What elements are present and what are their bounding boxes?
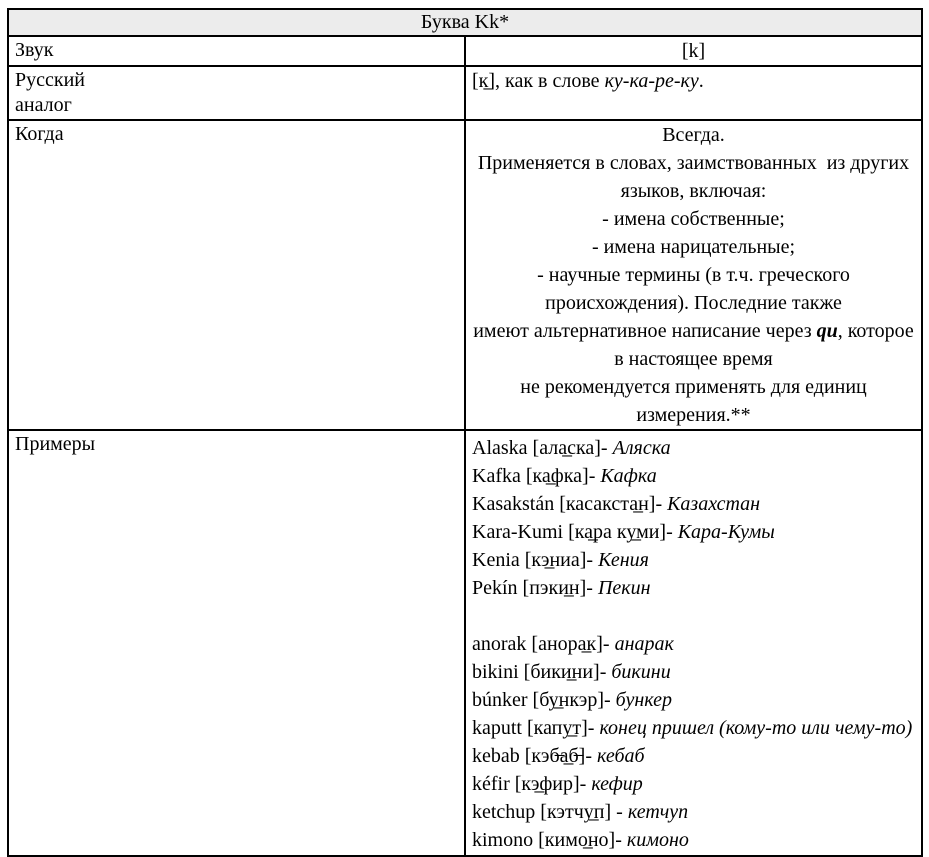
example-translation: анарак — [614, 633, 674, 655]
table-title: Буква Kk* — [8, 9, 922, 36]
table-row-russian-analog — [8, 66, 922, 120]
example-word-transcription: ketchup [кэтчу̲п] - — [472, 801, 628, 823]
example-translation: кимоно — [626, 829, 689, 851]
table-row-when — [8, 120, 922, 430]
examples-list — [465, 430, 922, 856]
analog-label-cell — [8, 66, 465, 120]
sound-label-cell — [8, 36, 465, 66]
example-word-transcription: kaputt [капу̲т]- — [472, 717, 600, 739]
when-line-6-after: , которое в настоящее время — [614, 320, 919, 370]
example-translation: бикини — [611, 661, 671, 683]
example-word-transcription: búnker [бу̲нкэр]- — [472, 689, 616, 711]
when-line-6-before: имеют альтернативное написание через — [473, 320, 817, 342]
example-translation: Кара-Кумы — [677, 521, 775, 543]
example-line — [472, 490, 915, 518]
when-line-2: Применяется в словах, заимствованных из других языков, включая: — [477, 152, 915, 202]
example-line — [472, 658, 915, 686]
example-translation: Пекин — [597, 577, 651, 599]
example-word-transcription: Kenia [кэ̲ниа]- — [472, 549, 599, 571]
example-line — [472, 714, 915, 742]
when-label-cell — [8, 120, 465, 430]
example-translation: кефир — [591, 773, 643, 795]
example-translation: бункер — [615, 689, 672, 711]
example-translation: Казахстан — [667, 493, 761, 515]
example-line — [472, 462, 915, 490]
example-line — [472, 630, 915, 658]
table-row-sound — [8, 36, 922, 66]
example-word-transcription: Kasakstán [касакста̲н]- — [472, 493, 668, 515]
example-translation: Кафка — [600, 465, 657, 487]
example-word-transcription: kimono [кимо̲но]- — [472, 829, 627, 851]
letter-table — [7, 8, 923, 857]
example-translation: кетчуп — [627, 801, 689, 823]
example-translation: Кения — [598, 549, 649, 571]
analog-text-after: . — [698, 70, 704, 92]
when-line-5: - научные термины (в т.ч. греческого происхождения). Последние также — [537, 264, 855, 314]
example-line — [472, 770, 915, 798]
examples-label: Примеры — [15, 433, 96, 455]
when-label: Когда — [15, 123, 64, 145]
example-word-transcription: Kafka [ка̲фка]- — [472, 465, 601, 487]
example-line — [472, 546, 915, 574]
qu-term: qu — [816, 320, 838, 342]
analog-text-before: [к̲], как в слове — [472, 70, 605, 92]
analog-label: Русский аналог — [15, 69, 85, 116]
example-word-transcription: bikini [бики̲ни]- — [472, 661, 612, 683]
table-row-examples — [8, 430, 922, 856]
example-word-transcription: Pekín [пэки̲н]- — [472, 577, 598, 599]
example-line — [472, 742, 915, 770]
when-line-3: - имена собственные; — [602, 208, 785, 230]
example-word-transcription: Kara-Kumi [ка̲ра ку̲ми]- — [472, 521, 678, 543]
example-line — [472, 798, 915, 826]
example-line — [472, 602, 915, 630]
example-line — [472, 826, 915, 854]
example-word-transcription: Alaska [ала̲ска]- — [472, 437, 613, 459]
sound-label: Звук — [15, 39, 54, 61]
example-word-transcription: anorak [анора̲к]- — [472, 633, 615, 655]
when-value — [465, 120, 922, 430]
when-line-1: Всегда. — [662, 124, 725, 146]
when-line-7: не рекомендуется применять для единиц измерения.** — [520, 376, 872, 426]
analog-value — [465, 66, 922, 120]
example-translation: Аляска — [612, 437, 671, 459]
example-word-transcription: kebab [кэб̶а̲б̶]- — [472, 745, 597, 767]
example-line — [472, 574, 915, 602]
example-translation: кебаб — [597, 745, 645, 767]
examples-label-cell — [8, 430, 465, 856]
example-line — [472, 518, 915, 546]
sound-value: [k] — [465, 36, 922, 66]
table-header-row — [8, 9, 922, 36]
example-line — [472, 686, 915, 714]
example-line — [472, 434, 915, 462]
example-word-transcription: kéfir [кэ̲фир]- — [472, 773, 592, 795]
analog-example-word: ку-ка-ре-ку — [604, 70, 699, 92]
when-line-4: - имена нарицательные; — [591, 236, 796, 258]
example-translation: конец пришел (кому-то или чему-то) — [599, 717, 913, 739]
when-line-6 — [472, 317, 919, 373]
